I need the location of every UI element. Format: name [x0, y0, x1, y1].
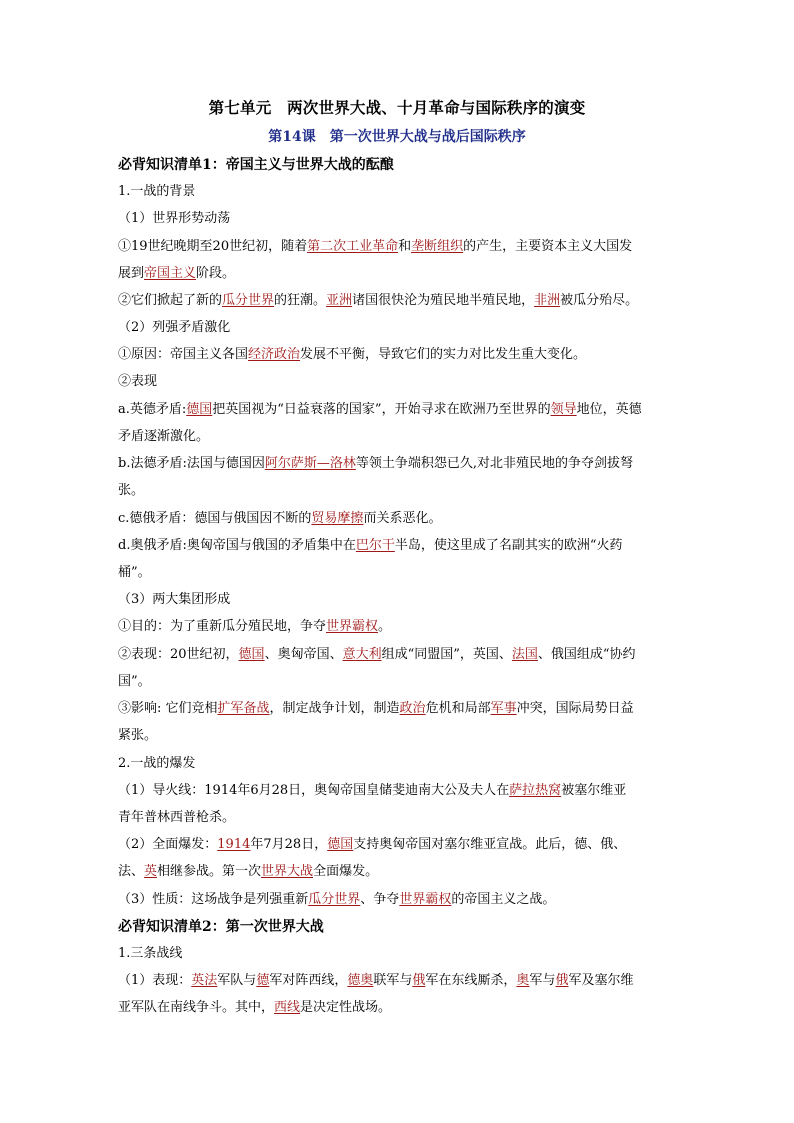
keyword-highlight: 西线 [274, 1000, 301, 1015]
text-line [118, 782, 678, 800]
text-segment: （2）列强矛盾激化 [118, 320, 231, 335]
text-segment: 的狂潮。 [274, 293, 327, 308]
text-segment: ②表现：20世纪初， [118, 647, 239, 662]
unit-title: 第七单元 两次世界大战、十月革命与国际秩序的演变 [208, 98, 586, 117]
keyword-highlight: 德 [256, 973, 270, 988]
text-line [118, 346, 678, 364]
keyword-highlight: 瓜分世界 [308, 892, 361, 907]
text-line [118, 755, 678, 773]
text-segment: （3）性质：这场战争是列强重新 [118, 892, 309, 907]
text-segment: 紧张。 [118, 728, 158, 743]
text-segment: 被瓜分殆尽。 [560, 293, 639, 308]
text-segment: 被塞尔维亚 [561, 783, 627, 798]
text-segment: 必背知识清单1：帝国主义与世界大战的酝酿 [118, 157, 394, 173]
text-segment: 联军与 [373, 973, 413, 988]
text-line [118, 183, 678, 201]
text-line [118, 319, 678, 337]
keyword-highlight: 德国 [186, 402, 213, 417]
text-segment: 必背知识清单2：第一次世界大战 [118, 919, 324, 935]
keyword-highlight: 军事 [490, 701, 517, 716]
keyword-highlight: 亚洲 [326, 293, 353, 308]
keyword-highlight: 阿尔萨斯—洛林 [264, 456, 356, 471]
text-segment: 2.一战的爆发 [118, 756, 196, 771]
text-line [118, 265, 678, 283]
text-segment: 国”。 [118, 674, 151, 689]
text-segment: 、争夺 [360, 892, 400, 907]
text-line [118, 727, 678, 745]
text-segment: （2）全面爆发： [118, 837, 218, 852]
text-segment: 法、 [118, 864, 145, 879]
text-segment: 张。 [118, 483, 145, 498]
text-segment: 、俄国组成“协约 [537, 647, 636, 662]
text-segment: 1.三条战线 [118, 946, 183, 961]
text-line [118, 537, 678, 555]
text-line [118, 700, 678, 718]
keyword-highlight: 扩军备战 [217, 701, 270, 716]
text-segment: 把英国视为“日益衰落的国家”，开始寻求在欧洲乃至世界的 [212, 402, 551, 417]
text-segment: ，制定战争计划，制造 [269, 701, 400, 716]
keyword-highlight: 世界大战 [261, 864, 314, 879]
text-line [118, 673, 678, 691]
keyword-highlight: 1914 [217, 837, 251, 852]
text-line [118, 292, 678, 310]
text-segment: 相继参战。第一次 [157, 864, 262, 879]
text-segment: 军队与 [217, 973, 257, 988]
text-line [118, 972, 678, 990]
text-line [118, 564, 678, 582]
text-line [118, 591, 678, 609]
keyword-highlight: 世界霸权 [399, 892, 452, 907]
section-heading [118, 156, 678, 174]
section-heading [118, 918, 678, 936]
text-segment: ①19世纪晚期至20世纪初，随着 [118, 239, 308, 254]
text-segment: 军在东线厮杀， [425, 973, 517, 988]
text-segment: 和 [398, 239, 412, 254]
text-segment: 全面爆发。 [313, 864, 379, 879]
text-segment: （1）导火线：1914年6月28日，奥匈帝国皇储斐迪南大公及夫人在 [118, 783, 510, 798]
text-segment: 展到 [118, 266, 145, 281]
keyword-highlight: 德国 [327, 837, 354, 852]
text-segment: 军及塞尔维 [568, 973, 634, 988]
keyword-highlight: 德国 [238, 647, 265, 662]
lesson-title: 第14课 第一次世界大战与战后国际秩序 [268, 129, 526, 145]
text-segment: 的帝国主义之战。 [451, 892, 556, 907]
text-segment: 半岛，使这里成了名副其实的欧洲“火药 [394, 538, 623, 553]
text-line [118, 510, 678, 528]
text-line [118, 210, 678, 228]
text-segment: 组成“同盟国”，英国、 [381, 647, 512, 662]
text-line [118, 646, 678, 664]
text-segment: 冲突，国际局势日益 [516, 701, 634, 716]
keyword-highlight: 巴尔干 [355, 538, 395, 553]
text-segment: 危机和局部 [425, 701, 491, 716]
keyword-highlight: 萨拉热窝 [509, 783, 562, 798]
keyword-highlight: 俄 [412, 973, 426, 988]
text-segment: d.奥俄矛盾:奥匈帝国与俄国的矛盾集中在 [118, 538, 356, 553]
keyword-highlight: 奥 [516, 973, 530, 988]
text-line [118, 482, 678, 500]
text-segment: 是决定性战场。 [300, 1000, 392, 1015]
text-segment: 。 [378, 619, 392, 634]
keyword-highlight: 垄断组织 [411, 239, 464, 254]
keyword-highlight: 世界霸权 [326, 619, 379, 634]
text-segment: ②表现 [118, 374, 158, 389]
text-segment: 军与 [529, 973, 556, 988]
text-line [118, 428, 678, 446]
keyword-highlight: 瓜分世界 [222, 293, 275, 308]
keyword-highlight: 贸易摩擦 [311, 511, 364, 526]
text-segment: 支持奥匈帝国对塞尔维亚宣战。此后，德、俄、 [353, 837, 627, 852]
text-line [118, 836, 678, 854]
text-segment: 阶段。 [196, 266, 236, 281]
keyword-highlight: 帝国主义 [144, 266, 197, 281]
keyword-highlight: 经济政治 [248, 347, 301, 362]
text-line [118, 999, 678, 1017]
text-line [118, 373, 678, 391]
keyword-highlight: 英法 [191, 973, 218, 988]
text-line [118, 945, 678, 963]
text-segment: （1）世界形势动荡 [118, 211, 231, 226]
text-segment: 发展不平衡，导致它们的实力对比发生重大变化。 [300, 347, 587, 362]
keyword-highlight: 德奥 [347, 973, 374, 988]
text-line [118, 863, 678, 881]
text-segment: 亚军队在南线争斗。其中， [118, 1000, 275, 1015]
keyword-highlight: 英 [144, 864, 158, 879]
text-line [118, 891, 678, 909]
text-segment: c.德俄矛盾：德国与俄国因不断的 [118, 511, 312, 526]
text-segment: 等领土争端积怨已久,对北非殖民地的争夺剑拔弩 [355, 456, 633, 471]
text-segment: ②它们掀起了新的 [118, 293, 223, 308]
text-segment: 军对阵西线， [269, 973, 348, 988]
text-segment: 、奥匈帝国、 [264, 647, 343, 662]
text-segment: a.英德矛盾: [118, 402, 187, 417]
keyword-highlight: 领导 [550, 402, 577, 417]
text-line [118, 401, 678, 419]
text-line [118, 809, 678, 827]
keyword-highlight: 政治 [399, 701, 426, 716]
text-segment: 青年普林西普枪杀。 [118, 810, 236, 825]
text-segment: 年7月28日， [250, 837, 328, 852]
text-segment: 1.一战的背景 [118, 184, 196, 199]
text-segment: ①原因：帝国主义各国 [118, 347, 249, 362]
keyword-highlight: 意大利 [342, 647, 382, 662]
text-segment: 的产生，主要资本主义大国发 [463, 239, 633, 254]
text-segment: （1）表现： [118, 973, 192, 988]
text-segment: 地位，英德 [576, 402, 642, 417]
keyword-highlight: 俄 [555, 973, 569, 988]
keyword-highlight: 第二次工业革命 [307, 239, 399, 254]
text-line [118, 618, 678, 636]
text-segment: 桶”。 [118, 565, 151, 580]
text-segment: ③影响: 它们竞相 [118, 701, 218, 716]
text-segment: ①目的：为了重新瓜分殖民地，争夺 [118, 619, 327, 634]
text-segment: 诸国很快沦为殖民地半殖民地， [352, 293, 535, 308]
text-segment: （3）两大集团形成 [118, 592, 231, 607]
text-line [118, 238, 678, 256]
keyword-highlight: 非洲 [534, 293, 561, 308]
text-segment: 矛盾逐渐激化。 [118, 429, 210, 444]
text-line [118, 455, 678, 473]
text-segment: 而关系恶化。 [363, 511, 442, 526]
text-segment: b.法德矛盾:法国与德国因 [118, 456, 265, 471]
keyword-highlight: 法国 [511, 647, 538, 662]
